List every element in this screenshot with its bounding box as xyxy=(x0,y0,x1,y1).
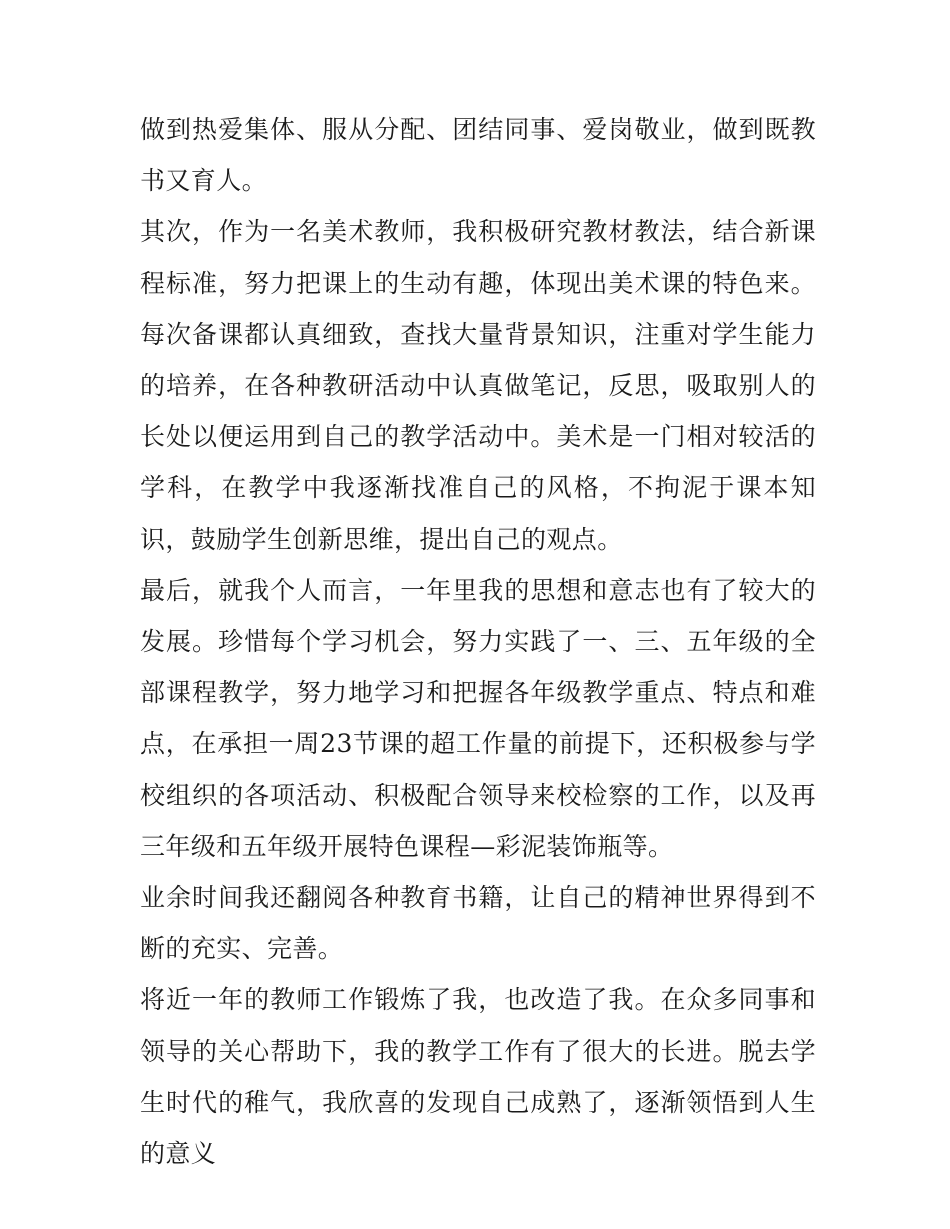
document-body xyxy=(140,104,816,1179)
paragraph-3: 最后，就我个人而言，一年里我的思想和意志也有了较大的发展。珍惜每个学习机会，努力实践了一、三、五年级的全部课程教学，努力地学习和把握各年级教学重点、特点和难点，在承担一周23节课的超工作量的前提下，还积极参与学校组织的各项活动、积极配合领导来校检察的工作，以及再三年级和五年级开展特色课程—彩泥装饰瓶等。 xyxy=(140,575,816,861)
paragraph-5: 将近一年的教师工作锻炼了我，也改造了我。在众多同事和领导的关心帮助下，我的教学工作有了很大的长进。脱去学生时代的稚气，我欣喜的发现自己成熟了，逐渐领悟到人生的意义 xyxy=(140,985,816,1169)
paragraph-4: 业余时间我还翻阅各种教育书籍，让自己的精神世界得到不断的充实、完善。 xyxy=(140,883,816,964)
paragraph-2: 其次，作为一名美术教师，我积极研究教材教法，结合新课程标准，努力把课上的生动有趣，体现出美术课的特色来。每次备课都认真细致，查找大量背景知识，注重对学生能力的培养，在各种教研活动中认真做笔记，反思，吸取别人的长处以便运用到自己的教学活动中。美术是一门相对较活的学科，在教学中我逐渐找准自己的风格，不拘泥于课本知识，鼓励学生创新思维，提出自己的观点。 xyxy=(140,217,816,554)
paragraph-1: 做到热爱集体、服从分配、团结同事、爱岗敬业，做到既教书又育人。 xyxy=(140,115,816,196)
